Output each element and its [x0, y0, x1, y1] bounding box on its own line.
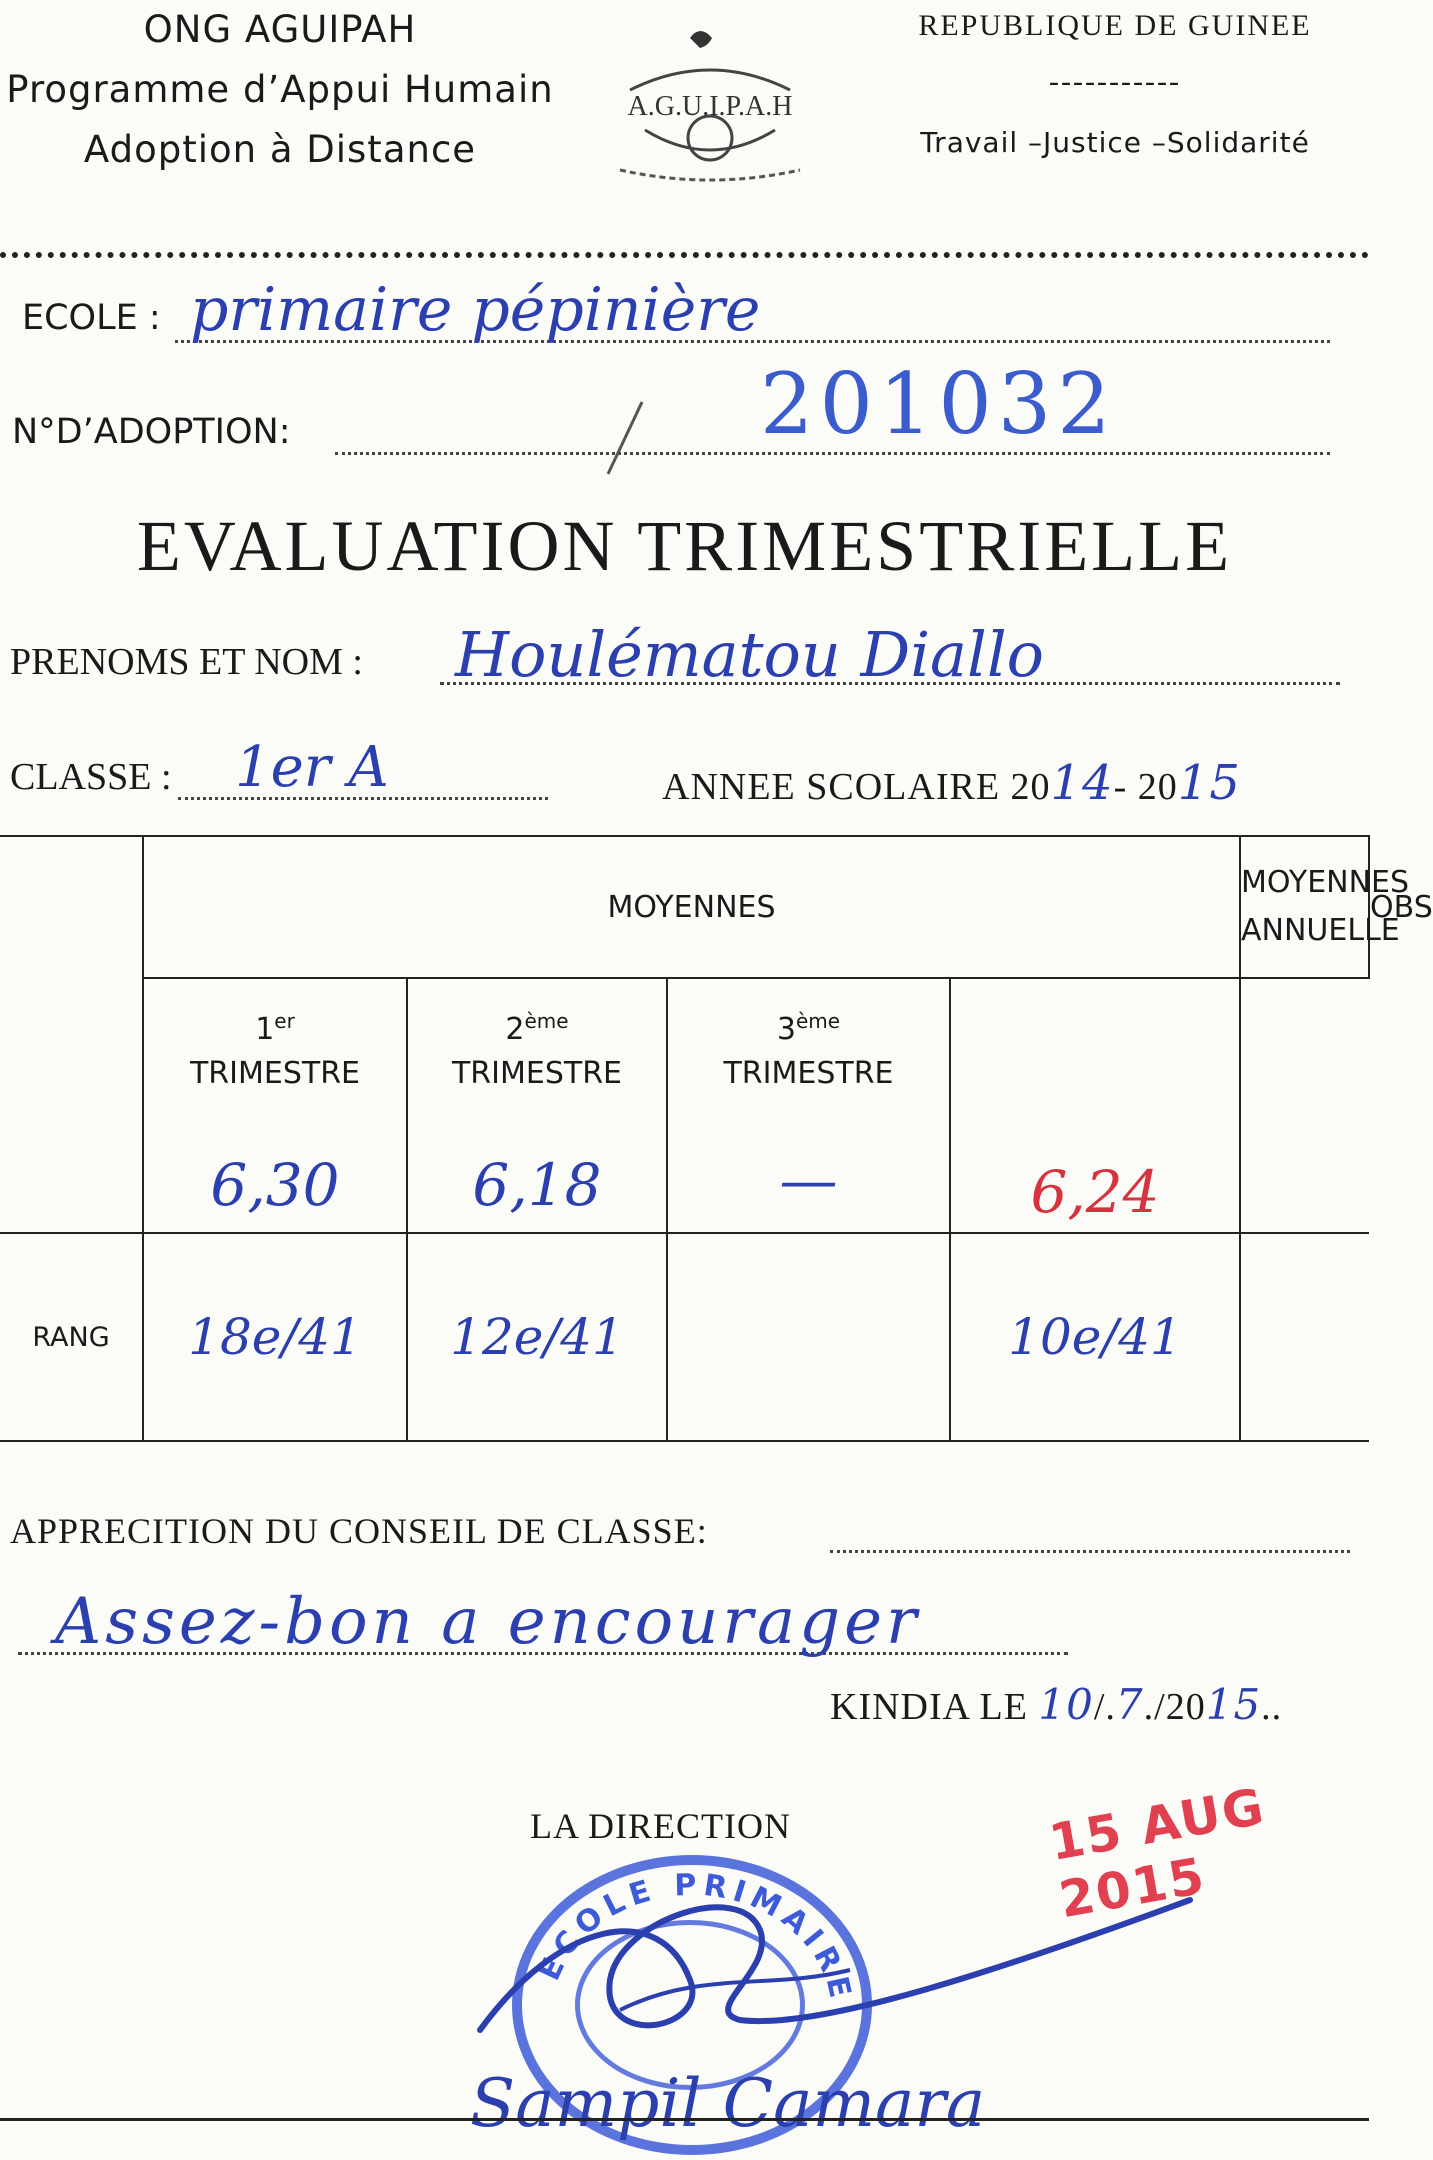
appreciation-label: APPRECITION DU CONSEIL DE CLASSE: — [10, 1511, 708, 1551]
annuelle-line-1: MOYENNES — [1241, 865, 1410, 900]
obs-grade-cell — [1240, 978, 1369, 1233]
kindia-date — [830, 1680, 1282, 1729]
rank-annual: 10e/41 — [1008, 1308, 1182, 1366]
t2-trimestre: TRIMESTRE — [451, 1056, 623, 1091]
rank-obs-cell — [1240, 1233, 1369, 1441]
t2-sup: ème — [524, 1009, 569, 1033]
annuelle-line-2: ANNUELLE — [1241, 913, 1400, 948]
stamp-text: ECOLE PRIMAIRE — [531, 1867, 859, 2007]
date-month: 7 — [1115, 1680, 1144, 1729]
rang-label: RANG — [0, 1233, 143, 1441]
t1-sup: er — [274, 1009, 295, 1033]
logo-emblem — [590, 20, 830, 190]
annee-end: 15 — [1177, 755, 1241, 811]
t1-trimestre: TRIMESTRE — [189, 1056, 361, 1091]
classe-label: CLASSE : — [10, 756, 172, 798]
header-separator — [0, 252, 1369, 258]
rank-t3-cell — [667, 1233, 950, 1441]
t3-cell — [667, 978, 950, 1233]
adoption-slash — [600, 398, 650, 478]
ecole-label: ECOLE : — [22, 298, 161, 338]
t2-cell — [407, 978, 667, 1233]
ecole-value: primaire pépinière — [190, 275, 761, 345]
grade-annual: 6,24 — [1030, 1158, 1160, 1226]
annee-start: 14 — [1050, 755, 1114, 811]
country-motto: Travail –Justice –Solidarité — [920, 126, 1310, 159]
appreciation-dots-1 — [830, 1510, 1350, 1553]
t3-trimestre: TRIMESTRE — [723, 1056, 894, 1091]
adoption-value: 201032 — [760, 355, 1117, 453]
page-title: EVALUATION TRIMESTRIELLE — [136, 506, 1233, 586]
appreciation-value: Assez-bon a encourager — [55, 1585, 921, 1659]
name-value: Houlématou Diallo — [455, 618, 1044, 691]
org-name: ONG AGUIPAH — [143, 8, 417, 51]
date-day: 10 — [1038, 1680, 1094, 1729]
grade-t2: 6,18 — [472, 1151, 602, 1219]
country-name: REPUBLIQUE DE GUINEE — [918, 9, 1312, 42]
rank-t2-cell — [407, 1233, 667, 1441]
place-label: KINDIA LE — [830, 1686, 1028, 1728]
t1-num: 1 — [255, 1012, 275, 1047]
subprogram-name: Adoption à Distance — [83, 128, 477, 171]
t1-label — [144, 979, 406, 1096]
table-corner — [0, 836, 143, 1233]
adoption-label: N°D’ADOPTION: — [12, 412, 291, 452]
moyennes-annuelle-header — [1240, 836, 1410, 978]
date-sep1: /. — [1093, 1686, 1116, 1728]
t3-sup: ème — [796, 1009, 841, 1033]
annee-scolaire — [662, 755, 1241, 811]
grade-t1: 6,30 — [210, 1151, 340, 1219]
annee-label: ANNEE SCOLAIRE 20 — [662, 766, 1051, 808]
t1-cell — [143, 978, 407, 1233]
rank-t1-cell — [143, 1233, 407, 1441]
date-year: 15 — [1205, 1680, 1262, 1729]
bottom-rule — [0, 2118, 1369, 2121]
moyennes-header: MOYENNES — [143, 836, 1240, 978]
country-dashes: ----------- — [1049, 65, 1181, 98]
t2-num: 2 — [505, 1012, 525, 1047]
date-stamp: 15 AUG 2015 — [1045, 1777, 1270, 1930]
annual-grade-cell — [950, 978, 1240, 1233]
annee-mid: - 20 — [1113, 766, 1178, 808]
date-trailing-dots: .. — [1261, 1686, 1283, 1728]
org-header — [0, 0, 560, 180]
logo-text: A.G.U.I.P.A.H — [627, 91, 793, 122]
rank-t1: 18e/41 — [188, 1308, 362, 1366]
t3-num: 3 — [776, 1012, 796, 1047]
name-label: PRENOMS ET NOM : — [10, 641, 363, 683]
t3-label — [668, 979, 949, 1096]
direction-label: LA DIRECTION — [530, 1806, 791, 1846]
country-header — [880, 0, 1350, 174]
rank-annual-cell — [950, 1233, 1240, 1441]
director-signature: Sampil Camara — [470, 2065, 986, 2142]
director-signature-scribble — [440, 1860, 1200, 2060]
date-sep2: ./20 — [1143, 1686, 1206, 1728]
grade-t3: — — [779, 1146, 838, 1214]
program-name: Programme d’Appui Humain — [6, 68, 554, 111]
rank-t2: 12e/41 — [450, 1308, 624, 1366]
classe-value: 1er A — [235, 735, 389, 800]
grades-table: MOYENNES MOYENNES ANNUELLE OBS 1er TRIMESTRE 6,30 2ème TRIMESTRE 6,18 3ème TRIMESTRE — 6,24 RANG 18e/41 12e/41 10e/41 — [0, 835, 1369, 1442]
t2-label — [408, 979, 666, 1096]
